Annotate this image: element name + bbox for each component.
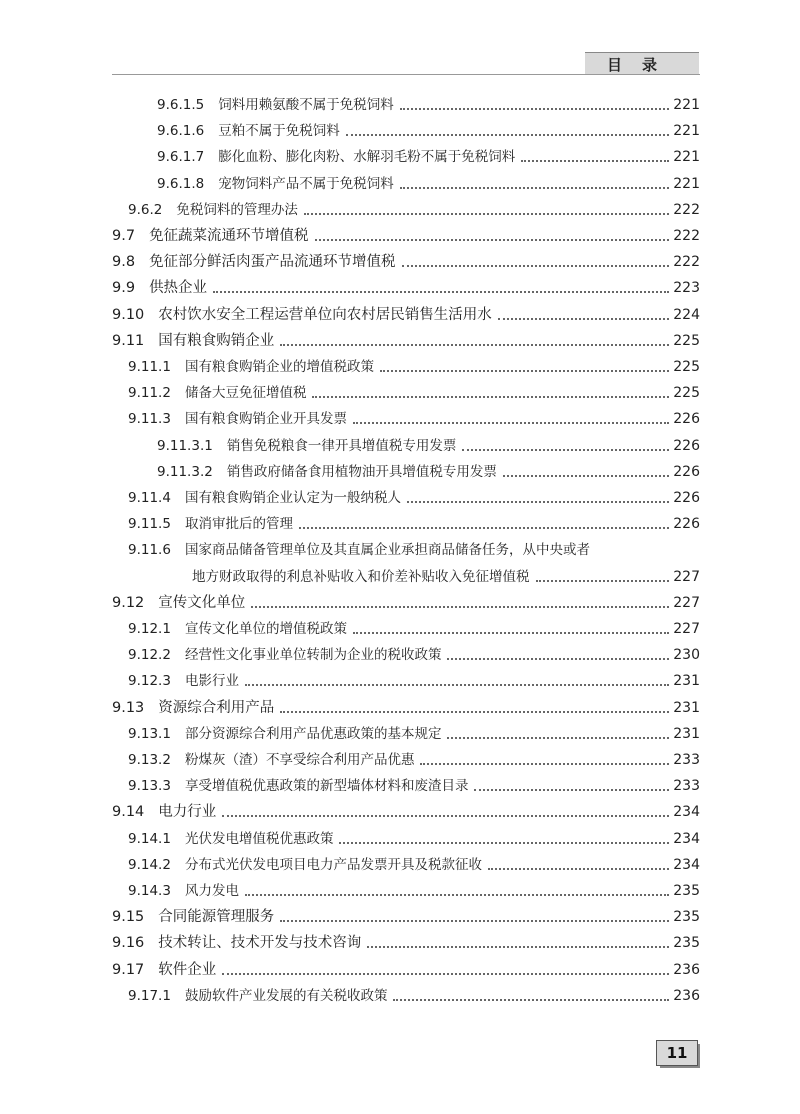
toc-entry-number: 9.16: [112, 935, 145, 952]
toc-entry[interactable]: [128, 721, 700, 743]
toc-entry-title: 资源综合利用产品: [158, 699, 275, 716]
toc-entry-page: 225: [673, 385, 700, 402]
toc-dot-leader: [400, 108, 670, 110]
toc-entry-page: 235: [673, 883, 700, 899]
toc-entry-number: 9.14: [112, 804, 145, 821]
toc-entry-number: 9.11.1: [128, 359, 171, 375]
page-number: 11: [656, 1040, 698, 1066]
toc-entry[interactable]: [128, 983, 700, 1005]
toc-entry-page: 221: [673, 123, 700, 140]
toc-entry[interactable]: [112, 275, 700, 297]
toc-entry[interactable]: [157, 118, 700, 140]
toc-entry-page: 221: [673, 175, 700, 192]
toc-entry-number: 9.11.2: [128, 385, 171, 402]
toc-entry-number: 9.13: [112, 699, 145, 716]
toc-entry-page: 235: [673, 935, 700, 952]
toc-entry-page: 227: [673, 621, 700, 637]
toc-entry[interactable]: [128, 826, 700, 848]
toc-entry-title: 软件企业: [158, 961, 217, 978]
toc-entry[interactable]: [128, 511, 700, 533]
toc-entry-page: 221: [673, 97, 700, 113]
toc-dot-leader: [498, 318, 669, 320]
toc-entry-page: 236: [673, 961, 700, 978]
toc-entry-number: 9.7: [112, 228, 136, 244]
toc-entry-number: 9.14.3: [128, 883, 171, 899]
toc-entry-page: 233: [673, 752, 700, 768]
toc-entry[interactable]: [128, 668, 700, 690]
toc-entry-number: 9.6.1.5: [157, 97, 205, 113]
toc-dot-leader: [222, 815, 669, 817]
toc-entry-page: 226: [673, 516, 700, 533]
toc-dot-leader: [407, 501, 669, 503]
toc-dot-leader: [299, 527, 669, 529]
toc-entry[interactable]: [128, 616, 700, 638]
toc-entry-page: 227: [673, 594, 700, 611]
toc-entry-page: 222: [673, 201, 700, 218]
toc-entry-number: 9.6.1.8: [157, 175, 205, 192]
toc-dot-leader: [420, 763, 669, 765]
header-rule: [112, 74, 700, 75]
toc-entry-title: 宣传文化单位的增值税政策: [184, 621, 347, 637]
toc-entry-number: 9.6.2: [128, 201, 163, 218]
toc-entry[interactable]: [157, 433, 700, 455]
toc-entry[interactable]: [112, 302, 700, 324]
toc-entry[interactable]: [128, 485, 700, 507]
toc-entry[interactable]: [128, 406, 700, 428]
toc-entry[interactable]: [128, 354, 700, 376]
toc-entry-number: 9.11.4: [128, 490, 171, 506]
toc-entry-page: 226: [673, 437, 700, 454]
toc-entry-page: 221: [673, 149, 700, 166]
toc-entry[interactable]: [112, 223, 700, 245]
toc-entry-title: 地方财政取得的利息补贴收入和价差补贴收入免征增值税: [192, 568, 530, 585]
toc-entry-title: 国家商品储备管理单位及其直属企业承担商品储备任务，从中央或者: [184, 542, 590, 559]
toc-entry-number: 9.15: [112, 909, 145, 926]
toc-entry[interactable]: [157, 171, 700, 193]
toc-entry-page: 225: [673, 359, 700, 375]
toc-entry-title: 国有粮食购销企业开具发票: [184, 411, 347, 428]
toc-entry-title: 免征蔬菜流通环节增值税: [149, 228, 309, 244]
toc-dot-leader: [367, 946, 669, 948]
toc-entry-title: 国有粮食购销企业: [158, 332, 275, 349]
toc-entry[interactable]: [112, 957, 700, 979]
toc-entry-title: 供热企业: [149, 280, 208, 297]
toc-entry[interactable]: [128, 380, 700, 402]
toc-entry[interactable]: [157, 92, 700, 114]
toc-dot-leader: [521, 160, 669, 162]
toc-entry-number: 9.12.3: [128, 673, 171, 690]
toc-entry[interactable]: [112, 590, 700, 612]
toc-entry-number: 9.17: [112, 961, 145, 978]
toc-entry-number: 9.11.5: [128, 516, 171, 533]
toc-entry[interactable]: [157, 459, 700, 481]
toc-dot-leader: [447, 737, 669, 739]
toc-entry-page: 223: [673, 280, 700, 297]
toc-dot-leader: [503, 475, 669, 477]
toc-entry-continuation[interactable]: [192, 564, 700, 586]
toc-dot-leader: [353, 632, 669, 634]
toc-entry-number: 9.6.1.6: [157, 123, 205, 140]
toc-entry-title: 销售政府储备食用植物油开具增值税专用发票: [226, 463, 497, 480]
toc-entry[interactable]: [128, 878, 700, 900]
toc-entry-title: 饲料用赖氨酸不属于免税饲料: [218, 97, 394, 113]
toc-entry-title: 部分资源综合利用产品优惠政策的基本规定: [184, 725, 442, 742]
toc-entry-title: 经营性文化事业单位转制为企业的税收政策: [184, 647, 442, 664]
toc-entry-title: 合同能源管理服务: [158, 909, 275, 926]
toc-entry-page: 226: [673, 490, 700, 506]
toc-entry[interactable]: [112, 799, 700, 821]
toc-entry-number: 9.11.3.1: [157, 437, 213, 454]
page-header-bar: [585, 52, 699, 75]
toc-dot-leader: [222, 973, 669, 975]
toc-entry-page: 224: [673, 306, 700, 323]
toc-dot-leader: [536, 580, 670, 582]
toc-dot-leader: [400, 187, 670, 189]
toc-entry-number: 9.17.1: [128, 987, 171, 1004]
toc-dot-leader: [462, 449, 669, 451]
toc-dot-leader: [488, 868, 669, 870]
toc-entry-number: 9.13.1: [128, 725, 171, 742]
toc-entry-title: 粉煤灰（渣）不享受综合利用产品优惠: [184, 752, 415, 768]
toc-entry-title: 国有粮食购销企业的增值税政策: [184, 359, 374, 375]
toc-dot-leader: [304, 213, 669, 215]
toc-entry[interactable]: [128, 642, 700, 664]
page-header-title: 目录: [606, 56, 677, 74]
toc-entry-title: 光伏发电增值税优惠政策: [184, 830, 334, 847]
toc-dot-leader: [474, 789, 669, 791]
toc-dot-leader: [346, 134, 670, 136]
toc-entry[interactable]: [128, 773, 700, 795]
toc-entry-number: 9.13.3: [128, 778, 171, 795]
toc-entry-title: 储备大豆免征增值税: [184, 385, 307, 402]
toc-entry-title: 销售免税粮食一律开具增值税专用发票: [226, 437, 457, 454]
toc-dot-leader: [315, 239, 670, 241]
toc-dot-leader: [213, 291, 669, 293]
toc-dot-leader: [245, 684, 669, 686]
toc-entry[interactable]: [128, 852, 700, 874]
toc-entry-number: 9.12.2: [128, 647, 171, 664]
toc-entry[interactable]: [112, 695, 700, 717]
toc-entry-number: 9.11.3: [128, 411, 171, 428]
toc-entry[interactable]: [128, 537, 700, 559]
toc-entry-title: 取消审批后的管理: [184, 516, 293, 533]
toc-entry[interactable]: [128, 747, 700, 769]
toc-entry-title: 膨化血粉、膨化肉粉、水解羽毛粉不属于免税饲料: [218, 149, 516, 166]
toc-entry[interactable]: [128, 197, 700, 219]
toc-entry-number: 9.8: [112, 254, 136, 271]
toc-dot-leader: [245, 894, 669, 896]
toc-entry-number: 9.11.6: [128, 542, 171, 559]
toc-entry-number: 9.13.2: [128, 752, 171, 768]
toc-entry[interactable]: [112, 930, 700, 952]
toc-dot-leader: [447, 658, 669, 660]
toc-entry-title: 免税饲料的管理办法: [176, 201, 298, 218]
toc-entry-page: 222: [673, 228, 700, 244]
toc-dot-leader: [280, 920, 669, 922]
toc-entry-page: 231: [673, 673, 700, 690]
toc-entry-page: 225: [673, 332, 700, 349]
toc-entry-page: 234: [673, 856, 700, 873]
toc-entry-number: 9.9: [112, 280, 136, 297]
toc-entry-page: 231: [673, 699, 700, 716]
toc-dot-leader: [353, 422, 669, 424]
toc-entry-title: 风力发电: [184, 883, 239, 899]
toc-dot-leader: [393, 999, 669, 1001]
toc-dot-leader: [339, 842, 669, 844]
toc-entry-number: 9.14.2: [128, 856, 171, 873]
toc-entry-page: 226: [673, 411, 700, 428]
toc-entry-title: 宣传文化单位: [158, 594, 246, 611]
toc-entry-title: 宠物饲料产品不属于免税饲料: [218, 175, 394, 192]
toc-entry-number: 9.11: [112, 332, 145, 349]
toc-entry-number: 9.14.1: [128, 830, 171, 847]
toc-entry-page: 234: [673, 830, 700, 847]
toc-entry-page: 230: [673, 647, 700, 664]
toc-dot-leader: [312, 396, 669, 398]
toc-entry-title: 免征部分鲜活肉蛋产品流通环节增值税: [149, 254, 396, 271]
toc-entry-number: 9.6.1.7: [157, 149, 205, 166]
toc-entry-title: 农村饮水安全工程运营单位向农村居民销售生活用水: [158, 306, 492, 323]
toc-entry-number: 9.10: [112, 306, 145, 323]
toc-entry-page: 233: [673, 778, 700, 795]
toc-dot-leader: [251, 606, 669, 608]
toc-entry-title: 电影行业: [184, 673, 239, 690]
toc-entry-title: 技术转让、技术开发与技术咨询: [158, 935, 362, 952]
toc-dot-leader: [280, 344, 669, 346]
toc-entry-title: 电力行业: [158, 804, 217, 821]
toc-entry-title: 国有粮食购销企业认定为一般纳税人: [184, 490, 401, 506]
toc-entry-title: 分布式光伏发电项目电力产品发票开具及税款征收: [184, 856, 482, 873]
toc-entry-page: 231: [673, 725, 700, 742]
toc-entry-page: 226: [673, 463, 700, 480]
toc-entry-title: 鼓励软件产业发展的有关税收政策: [184, 987, 388, 1004]
toc-entry[interactable]: [112, 904, 700, 926]
toc-entry[interactable]: [157, 144, 700, 166]
toc-entry-page: 235: [673, 909, 700, 926]
toc-entry[interactable]: [112, 249, 700, 271]
toc-entry-page: 227: [673, 568, 700, 585]
toc-dot-leader: [280, 711, 669, 713]
toc-dot-leader: [380, 370, 669, 372]
toc-entry-number: 9.11.3.2: [157, 463, 213, 480]
toc-entry-number: 9.12.1: [128, 621, 171, 637]
toc-entry-page: 222: [673, 254, 700, 271]
toc-entry-page: 234: [673, 804, 700, 821]
toc-entry[interactable]: [112, 328, 700, 350]
toc-entry-title: 享受增值税优惠政策的新型墙体材料和废渣目录: [184, 778, 469, 795]
toc-entry-number: 9.12: [112, 594, 145, 611]
toc-dot-leader: [402, 265, 670, 267]
toc-entry-page: 236: [673, 987, 700, 1004]
toc-entry-title: 豆粕不属于免税饲料: [218, 123, 340, 140]
